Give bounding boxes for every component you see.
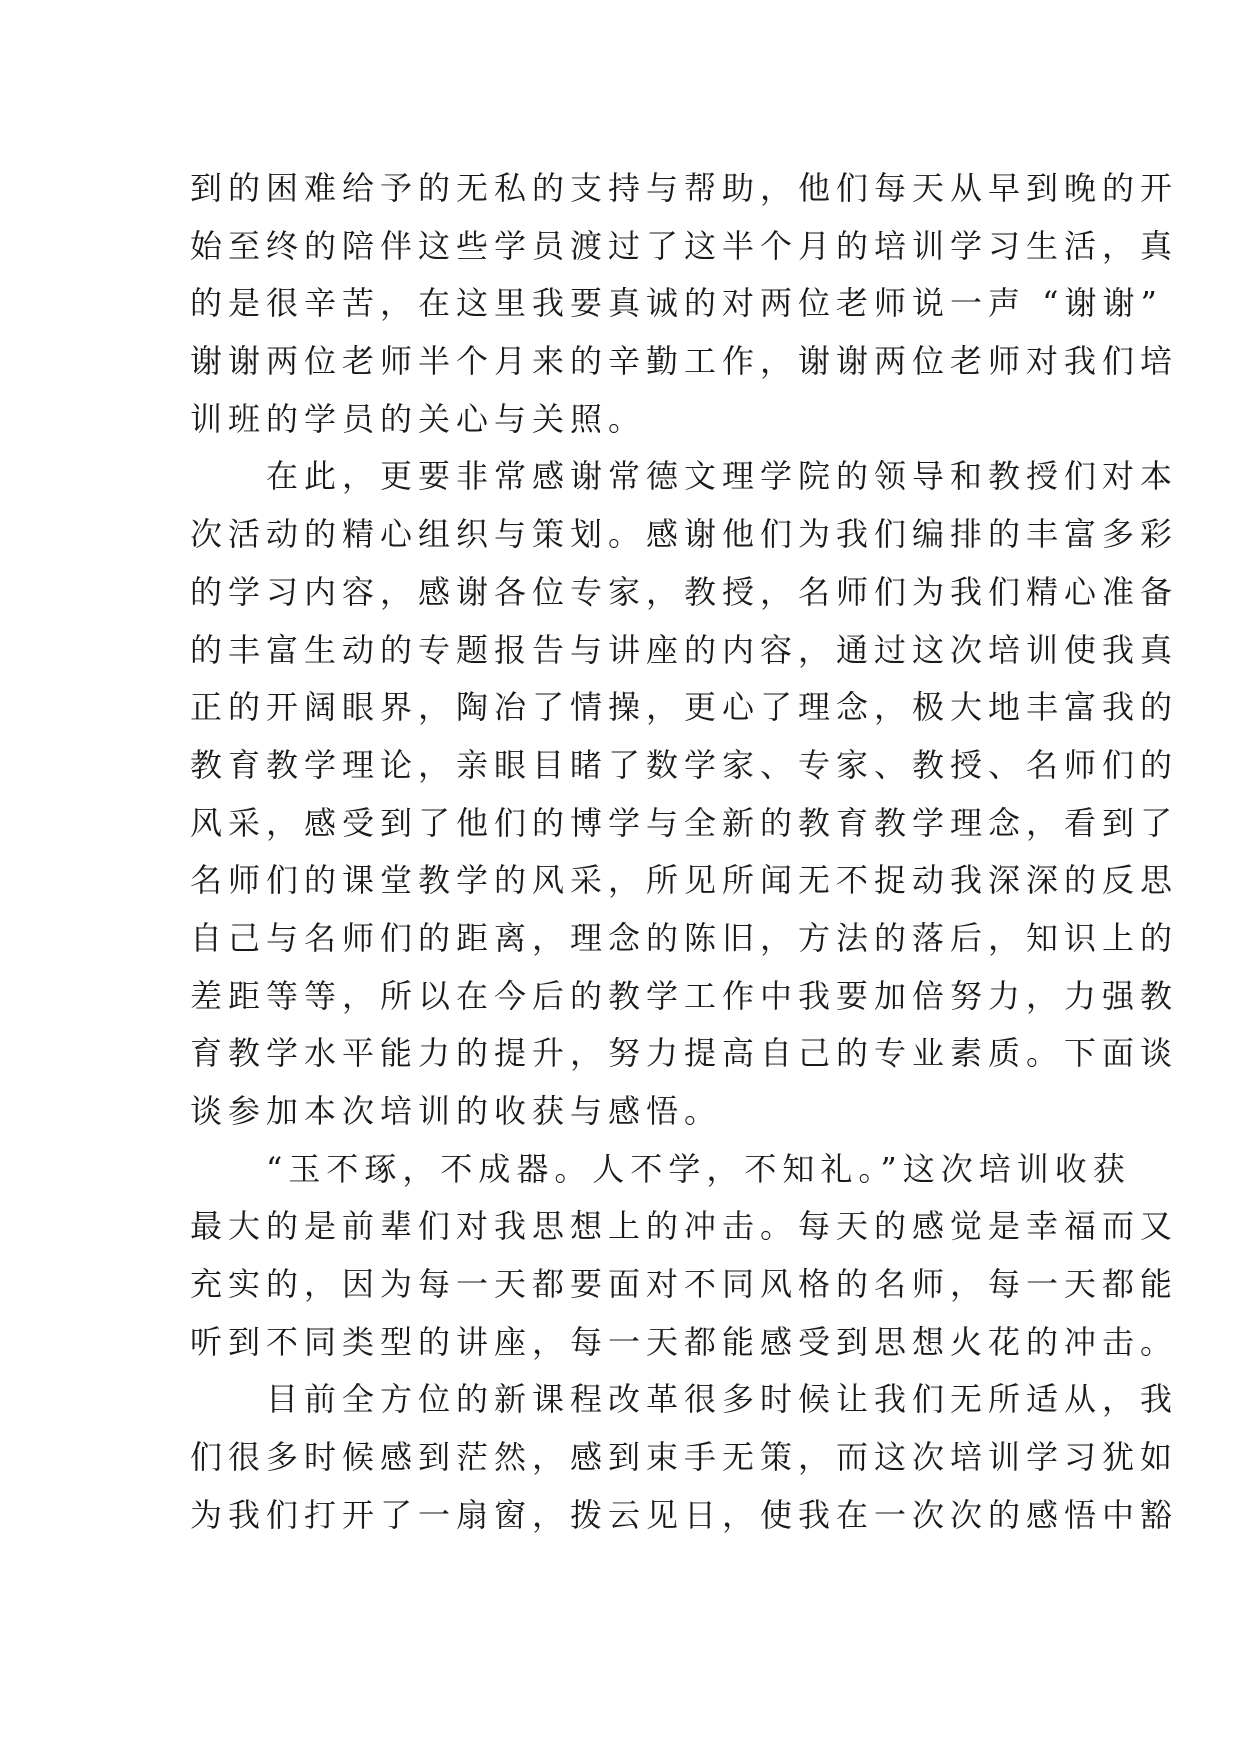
text-line: 训班的学员的关心与关照。 <box>190 399 647 438</box>
text-line: 目前全方位的新课程改革很多时候让我们无所适从，我 <box>190 1380 1179 1419</box>
text-line: 谈参加本次培训的收获与感悟。 <box>190 1092 723 1130</box>
text-line: 的是很辛苦，在这里我要真诚的对两位老师说一声 “谢谢” <box>190 284 1163 323</box>
text-line: “玉不琢，不成器。人不学，不知礼。”这次培训收获 <box>190 1149 1131 1188</box>
text-line: 自己与名师们的距离，理念的陈旧，方法的落后，知识上的 <box>190 918 1179 957</box>
text-line: 教育教学理论，亲眼目睹了数学家、专家、教授、名师们的 <box>190 745 1179 784</box>
text-line: 听到不同类型的讲座，每一天都能感受到思想火花的冲击。 <box>190 1322 1179 1361</box>
text-line: 的学习内容，感谢各位专家，教授，名师们为我们精心准备 <box>190 572 1179 611</box>
text-line: 为我们打开了一扇窗，拨云见日，使我在一次次的感悟中豁 <box>190 1495 1179 1534</box>
text-line: 正的开阔眼界，陶冶了情操，更心了理念，极大地丰富我的 <box>190 688 1179 727</box>
text-line: 育教学水平能力的提升，努力提高自己的专业素质。下面谈 <box>190 1034 1179 1073</box>
body-text <box>190 160 1179 1545</box>
text-line: 在此，更要非常感谢常德文理学院的领导和教授们对本 <box>190 457 1179 496</box>
text-line: 充实的，因为每一天都要面对不同风格的名师，每一天都能 <box>190 1265 1179 1304</box>
text-line: 风采，感受到了他们的博学与全新的教育教学理念，看到了 <box>190 803 1179 842</box>
text-line: 谢谢两位老师半个月来的辛勤工作，谢谢两位老师对我们培 <box>190 342 1179 381</box>
text-line: 始至终的陪伴这些学员渡过了这半个月的培训学习生活，真 <box>190 226 1179 265</box>
text-line: 们很多时候感到茫然，感到束手无策，而这次培训学习犹如 <box>190 1438 1179 1477</box>
text-line: 差距等等，所以在今后的教学工作中我要加倍努力，力强教 <box>190 976 1179 1015</box>
text-line: 名师们的课堂教学的风采，所见所闻无不捉动我深深的反思 <box>190 861 1179 900</box>
text-line: 到的困难给予的无私的支持与帮助，他们每天从早到晚的开 <box>190 169 1179 207</box>
text-line: 最大的是前辈们对我思想上的冲击。每天的感觉是幸福而又 <box>190 1207 1179 1246</box>
text-line: 次活动的精心组织与策划。感谢他们为我们编排的丰富多彩 <box>190 515 1179 554</box>
text-line: 的丰富生动的专题报告与讲座的内容，通过这次培训使我真 <box>190 630 1179 669</box>
